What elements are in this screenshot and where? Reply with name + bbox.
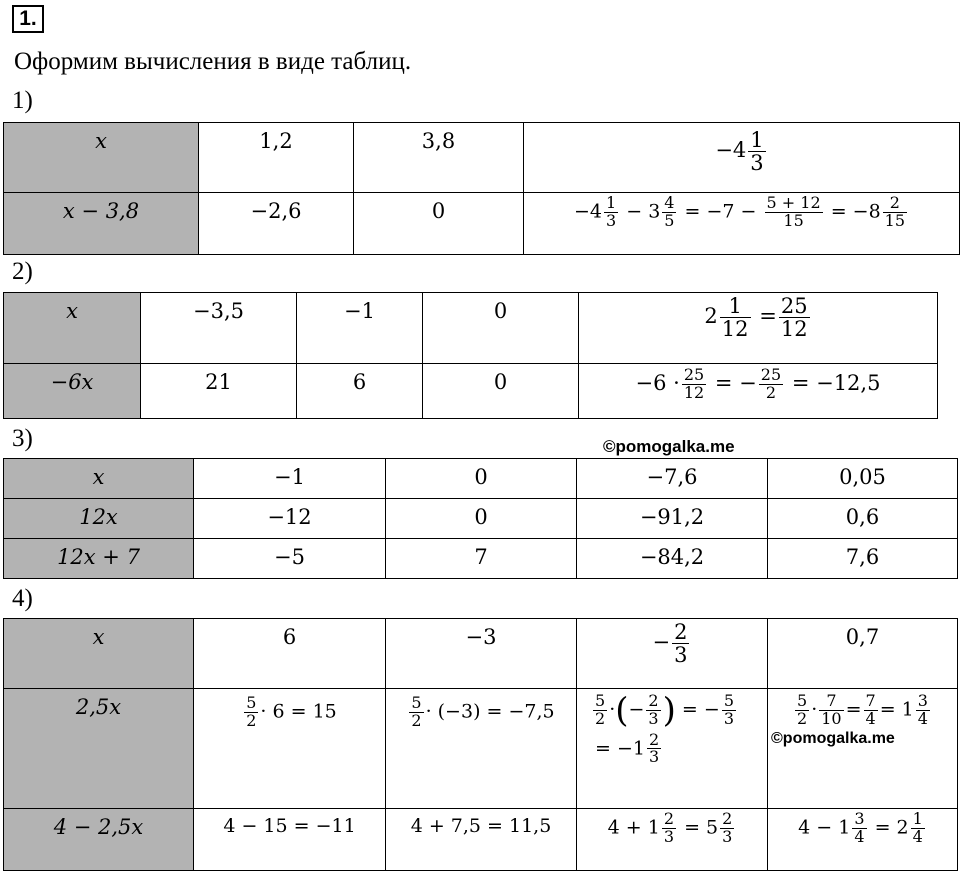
- watermark-cell: ©pomogalka.me: [771, 729, 895, 747]
- part3-label: 3): [12, 425, 33, 452]
- table-cell: 4 + 7,5 = 11,5: [386, 809, 577, 871]
- header-cell: x: [4, 293, 141, 364]
- table-row: [4, 499, 958, 539]
- table-cell: $\frac{5}{2}$ · 6 = 15: [194, 689, 386, 809]
- watermark: ©pomogalka.me: [603, 437, 735, 456]
- table-cell: 0: [423, 364, 579, 419]
- header-cell: 12x: [4, 499, 194, 539]
- table-cell: 4 − 15 = −11: [194, 809, 386, 871]
- header-cell: x − 3,8: [4, 193, 199, 255]
- table-part3: [3, 458, 958, 579]
- header-cell: x: [4, 619, 194, 689]
- table-part2: [3, 292, 938, 419]
- table-cell: 21: [141, 364, 297, 419]
- table-cell: −6 · $\frac{25}{12}$ = − $\frac{25}{2}$ = −12,5: [579, 364, 938, 419]
- table-cell: 0: [386, 459, 577, 499]
- table-cell: −1: [194, 459, 386, 499]
- table-row: [4, 293, 938, 364]
- table-cell: 0,7: [768, 619, 958, 689]
- header-cell: 2,5x: [4, 689, 194, 809]
- table-row: [4, 539, 958, 579]
- intro-text: Оформим вычисления в виде таблиц.: [14, 48, 412, 75]
- table-cell: −12: [194, 499, 386, 539]
- table-cell: −3: [386, 619, 577, 689]
- table-cell: 0: [423, 293, 579, 364]
- table-cell: −5: [194, 539, 386, 579]
- table-part1: [3, 122, 960, 255]
- table-cell: −3,5: [141, 293, 297, 364]
- part2-label: 2): [12, 258, 33, 285]
- header-cell: x: [4, 459, 194, 499]
- table-part4: [3, 618, 958, 871]
- table-cell: −91,2: [577, 499, 768, 539]
- table-cell: 0: [354, 193, 524, 255]
- table-cell: −1: [297, 293, 423, 364]
- table-cell: 6: [194, 619, 386, 689]
- table-row: [4, 123, 960, 193]
- table-cell: 7: [386, 539, 577, 579]
- table-cell: 1,2: [199, 123, 354, 193]
- table-cell: $\frac{5}{2}$ ·(− $\frac{2}{3}$ ) = − $\frac{5}{3}$ = −1 $\frac{2}{3}$: [577, 689, 768, 809]
- header-cell: 12x + 7: [4, 539, 194, 579]
- table-cell: 0,05: [768, 459, 958, 499]
- table-cell: 7,6: [768, 539, 958, 579]
- table-cell: −2,6: [199, 193, 354, 255]
- table-row: [4, 619, 958, 689]
- table-cell: −84,2: [577, 539, 768, 579]
- table-cell: 2 $\frac{1}{12}$ = $\frac{25}{12}$: [579, 293, 938, 364]
- problem-number: 1.: [12, 5, 44, 33]
- table-cell: −4 $\frac{1}{3}$ − 3 $\frac{4}{5}$ = −7 − $\frac{5 + 12}{15}$ = −8 $\frac{2}{15}$: [524, 193, 960, 255]
- table-row: [4, 809, 958, 871]
- part1-label: 1): [12, 87, 33, 114]
- table-cell: 0,6: [768, 499, 958, 539]
- table-cell: 3,8: [354, 123, 524, 193]
- table-cell: −7,6: [577, 459, 768, 499]
- header-cell: 4 − 2,5x: [4, 809, 194, 871]
- table-cell: 4 + 1 $\frac{2}{3}$ = 5 $\frac{2}{3}$: [577, 809, 768, 871]
- header-cell: x: [4, 123, 199, 193]
- table-cell: −4 $\frac{1}{3}$: [524, 123, 960, 193]
- header-cell: −6x: [4, 364, 141, 419]
- table-row: [4, 364, 938, 419]
- table-cell: $\frac{5}{2}$ · $\frac{7}{10}$ = $\frac{7}{4}$ = 1 $\frac{3}{4}$ ©pomogalka.me: [768, 689, 958, 809]
- table-cell: 6: [297, 364, 423, 419]
- part4-label: 4): [12, 585, 33, 612]
- table-cell: − $\frac{2}{3}$: [577, 619, 768, 689]
- table-row: [4, 689, 958, 809]
- table-cell: $\frac{5}{2}$ · (−3) = −7,5: [386, 689, 577, 809]
- table-row: [4, 459, 958, 499]
- table-row: [4, 193, 960, 255]
- table-cell: 4 − 1 $\frac{3}{4}$ = 2 $\frac{1}{4}$: [768, 809, 958, 871]
- table-cell: 0: [386, 499, 577, 539]
